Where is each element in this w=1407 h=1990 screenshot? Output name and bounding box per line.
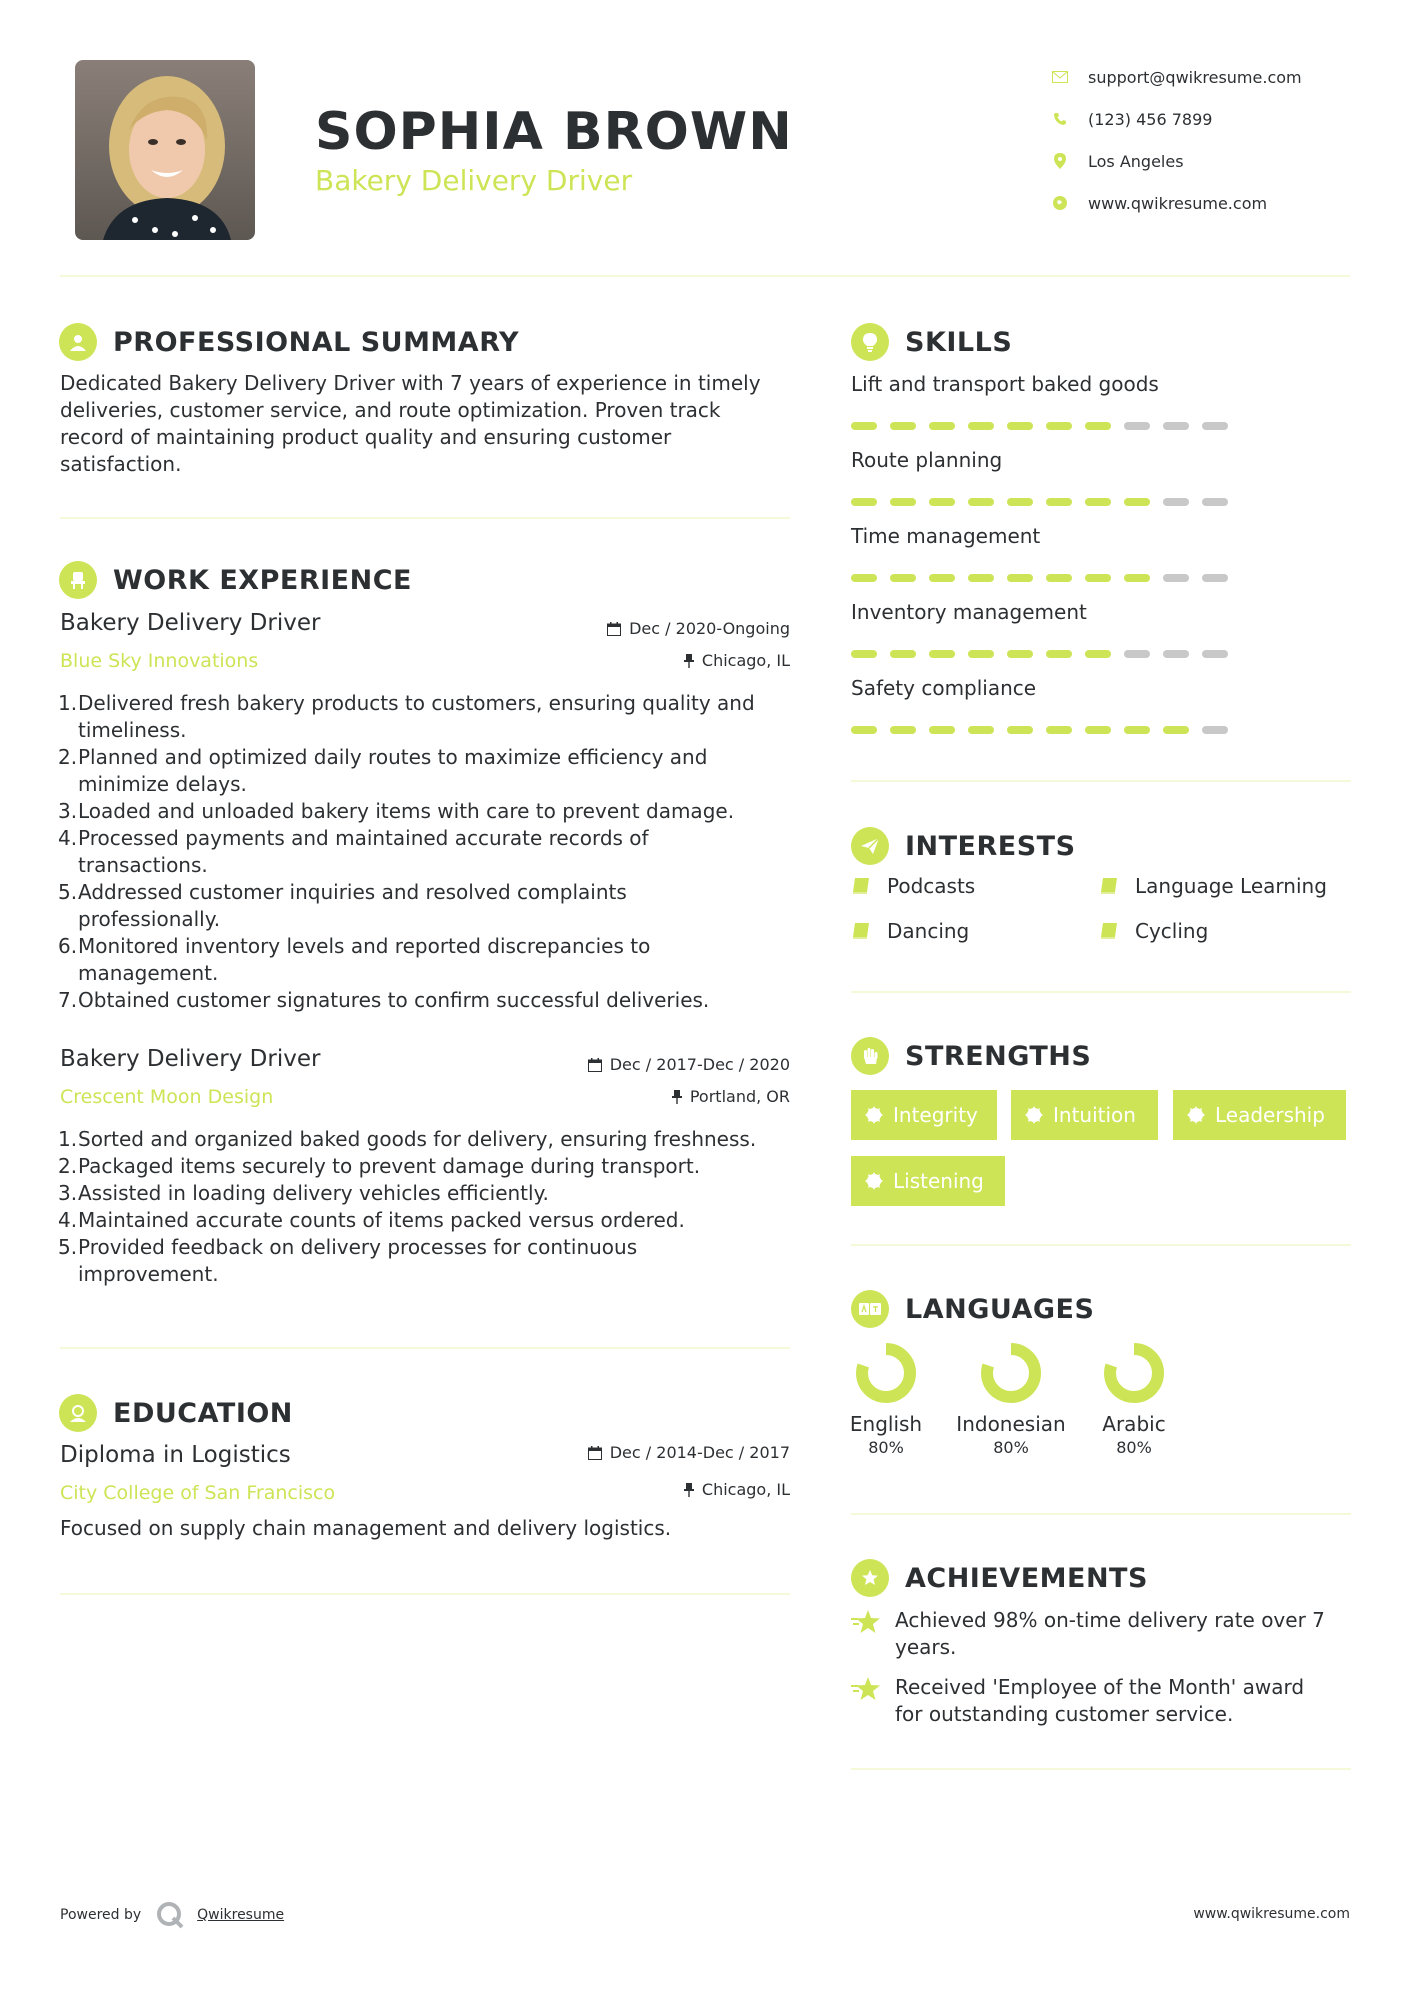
language-ring [1103, 1342, 1165, 1404]
job-dates [607, 619, 790, 638]
strength-label: Integrity [893, 1103, 978, 1127]
footer-website[interactable]: www.qwikresume.com [1193, 1906, 1350, 1922]
skill-level-dot [1202, 726, 1228, 734]
summary-divider [60, 517, 790, 519]
email-text[interactable]: support@qwikresume.com [1088, 67, 1302, 87]
location-text: Los Angeles [1088, 151, 1184, 171]
summary-line: record of maintaining product quality and ensuring customer [60, 425, 672, 449]
skill-level-dot [1046, 726, 1072, 734]
summary-header [59, 323, 519, 361]
skill-level-dot [1007, 726, 1033, 734]
achievement-line: years. [895, 1635, 957, 1659]
achievement-line: for outstanding customer service. [895, 1702, 1234, 1726]
skill-level-dot [1085, 422, 1111, 430]
skill-level-meter [851, 574, 1241, 582]
list-item [60, 879, 800, 933]
skill-level-dot [1046, 650, 1072, 658]
school-name: City College of San Francisco [60, 1482, 336, 1504]
candidate-name: SOPHIA BROWN [315, 102, 793, 162]
list-item [60, 1126, 800, 1153]
skill-level-dot [890, 726, 916, 734]
list-number: 2. [58, 1154, 78, 1178]
job-location [672, 1087, 790, 1106]
skill-level-dot [1163, 498, 1189, 506]
skill-level-dot [851, 726, 877, 734]
skill-label: Lift and transport baked goods [851, 372, 1159, 396]
strength-label: Listening [893, 1169, 984, 1193]
job-company: Blue Sky Innovations [60, 650, 259, 672]
job-responsibilities [60, 1126, 800, 1288]
list-line: Delivered fresh bakery products to customers, ensuring quality and [78, 691, 755, 715]
skill-level-dot [929, 650, 955, 658]
language-ring [855, 1342, 917, 1404]
envelope-icon [1050, 67, 1070, 87]
summary-line: satisfaction. [60, 452, 182, 476]
achievements-heading: ACHIEVEMENTS [905, 1562, 1148, 1594]
strength-chip [1173, 1090, 1346, 1140]
skill-level-dot [1007, 422, 1033, 430]
job-title: Bakery Delivery Driver [60, 610, 321, 636]
list-item [60, 987, 800, 1014]
list-line: Provided feedback on delivery processes for continuous [78, 1235, 638, 1259]
lightbulb-icon [851, 323, 889, 361]
list-line: timeliness. [78, 718, 187, 742]
interest-label: Cycling [1135, 919, 1209, 943]
summary-line: deliveries, customer service, and route optimization. Proven track [60, 398, 721, 422]
paper-plane-icon [851, 827, 889, 865]
list-item [60, 1234, 800, 1288]
book-icon [851, 922, 871, 940]
education-divider [60, 1593, 790, 1595]
list-number: 6. [58, 934, 78, 958]
language-item [1074, 1412, 1194, 1457]
summary-heading: PROFESSIONAL SUMMARY [113, 326, 520, 358]
interest-label: Podcasts [887, 874, 976, 898]
skill-level-dot [929, 422, 955, 430]
list-number: 5. [58, 1235, 78, 1259]
list-number: 4. [58, 1208, 78, 1232]
skill-label: Safety compliance [851, 676, 1037, 700]
list-number: 5. [58, 880, 78, 904]
skill-level-dot [968, 498, 994, 506]
skill-level-dot [1163, 574, 1189, 582]
translate-icon [851, 1290, 889, 1328]
list-number: 7. [58, 988, 78, 1012]
strength-label: Intuition [1053, 1103, 1136, 1127]
badge-icon [1187, 1106, 1205, 1124]
skill-level-dot [1163, 650, 1189, 658]
achievement-line: Achieved 98% on-time delivery rate over 7 [895, 1608, 1325, 1632]
skill-level-dot [1163, 726, 1189, 734]
qwikresume-link[interactable]: Qwikresume [197, 1907, 285, 1923]
education-dates [588, 1443, 790, 1462]
list-number: 4. [58, 826, 78, 850]
language-percent: 80% [1116, 1438, 1152, 1457]
star-icon [851, 1609, 883, 1635]
list-line: Addressed customer inquiries and resolved complaints [78, 880, 627, 904]
list-number: 3. [58, 1181, 78, 1205]
degree-title: Diploma in Logistics [60, 1442, 291, 1468]
skill-label: Time management [851, 524, 1041, 548]
badge-icon [1025, 1106, 1043, 1124]
job-location-text: Chicago, IL [701, 651, 790, 670]
list-line: minimize delays. [78, 772, 247, 796]
list-item [60, 798, 800, 825]
strengths-divider [851, 1244, 1351, 1246]
languages-header [851, 1290, 1094, 1328]
skill-level-dot [1124, 726, 1150, 734]
achievement-line: Received 'Employee of the Month' award [895, 1675, 1305, 1699]
skill-level-dot [929, 726, 955, 734]
skill-level-dot [1007, 650, 1033, 658]
skill-level-dot [1202, 574, 1228, 582]
skill-level-dot [1046, 498, 1072, 506]
interest-label: Dancing [887, 919, 970, 943]
language-name: Indonesian [956, 1412, 1066, 1436]
skill-level-dot [851, 650, 877, 658]
list-line: Sorted and organized baked goods for delivery, ensuring freshness. [78, 1127, 757, 1151]
candidate-title: Bakery Delivery Driver [315, 164, 633, 197]
job-location-text: Portland, OR [689, 1087, 790, 1106]
achievement-text [895, 1607, 1325, 1661]
skill-level-dot [1124, 650, 1150, 658]
language-item [951, 1412, 1071, 1457]
education-location [684, 1480, 790, 1499]
achievement-item [851, 1674, 1351, 1728]
graduate-icon [59, 1394, 97, 1432]
job-responsibilities [60, 690, 800, 1014]
calendar-icon [588, 1446, 602, 1460]
skill-level-dot [1124, 574, 1150, 582]
skill-level-meter [851, 422, 1241, 430]
interests-divider [851, 991, 1351, 993]
list-line: Packaged items securely to prevent damage during transport. [78, 1154, 701, 1178]
book-icon [851, 877, 871, 895]
star-icon [851, 1676, 883, 1702]
website-text[interactable]: www.qwikresume.com [1088, 193, 1268, 213]
skill-level-dot [1046, 574, 1072, 582]
list-line: management. [78, 961, 219, 985]
contact-location [1050, 140, 1370, 182]
strength-chip [851, 1156, 1005, 1206]
education-location-text: Chicago, IL [701, 1480, 790, 1499]
list-line: Monitored inventory levels and reported discrepancies to [78, 934, 651, 958]
calendar-icon [588, 1058, 602, 1072]
skill-label: Inventory management [851, 600, 1087, 624]
badge-icon [865, 1172, 883, 1190]
skill-label: Route planning [851, 448, 1003, 472]
skill-level-dot [968, 422, 994, 430]
job-title: Bakery Delivery Driver [60, 1046, 321, 1072]
list-line: Maintained accurate counts of items packed versus ordered. [78, 1208, 685, 1232]
summary-line: Dedicated Bakery Delivery Driver with 7 years of experience in timely [60, 371, 761, 395]
skill-level-meter [851, 498, 1241, 506]
language-name: English [849, 1412, 923, 1436]
languages-divider [851, 1513, 1351, 1515]
skill-level-meter [851, 650, 1241, 658]
skill-level-dot [1124, 498, 1150, 506]
achievement-item [851, 1607, 1351, 1661]
language-percent: 80% [868, 1438, 904, 1457]
skill-level-dot [1085, 574, 1111, 582]
experience-header [59, 561, 412, 599]
interest-item [851, 874, 975, 898]
list-line: Assisted in loading delivery vehicles efficiently. [78, 1181, 549, 1205]
pushpin-icon [672, 1090, 682, 1104]
list-item [60, 825, 800, 879]
list-number: 1. [58, 1127, 78, 1151]
chair-icon [59, 561, 97, 599]
education-heading: EDUCATION [113, 1397, 293, 1429]
list-number: 2. [58, 745, 78, 769]
skill-level-dot [1085, 650, 1111, 658]
job-dates [588, 1055, 790, 1074]
job-dates-text: Dec / 2020-Ongoing [629, 619, 790, 638]
contact-website [1050, 182, 1370, 224]
education-description: Focused on supply chain management and delivery logistics. [60, 1516, 672, 1540]
powered-by-label: Powered by [60, 1907, 142, 1923]
skill-level-dot [851, 498, 877, 506]
header-divider [60, 275, 1350, 277]
skill-level-dot [1046, 422, 1072, 430]
strength-chip [1011, 1090, 1158, 1140]
calendar-icon [607, 622, 621, 636]
contact-block [1050, 56, 1370, 224]
skill-level-dot [890, 574, 916, 582]
badge-icon [865, 1106, 883, 1124]
qwikresume-logo-icon [155, 1900, 185, 1930]
hand-icon [851, 1037, 889, 1075]
pushpin-icon [684, 1483, 694, 1497]
list-line: Planned and optimized daily routes to maximize efficiency and [78, 745, 708, 769]
profile-photo [75, 60, 255, 240]
skill-level-dot [1202, 650, 1228, 658]
language-name: Arabic [1102, 1412, 1166, 1436]
job-dates-text: Dec / 2017-Dec / 2020 [609, 1055, 790, 1074]
book-icon [1099, 877, 1119, 895]
skill-level-dot [968, 650, 994, 658]
skill-level-dot [1007, 498, 1033, 506]
list-item [60, 1207, 800, 1234]
achievements-header [851, 1559, 1148, 1597]
contact-email [1050, 56, 1370, 98]
strength-label: Leadership [1215, 1103, 1325, 1127]
footer-powered [60, 1900, 284, 1930]
contact-phone [1050, 98, 1370, 140]
skill-level-dot [851, 574, 877, 582]
skill-level-dot [929, 574, 955, 582]
list-line: Loaded and unloaded bakery items with care to prevent damage. [78, 799, 735, 823]
skill-level-dot [1085, 726, 1111, 734]
interest-item [1099, 874, 1327, 898]
list-line: Obtained customer signatures to confirm successful deliveries. [78, 988, 710, 1012]
achievement-text [895, 1674, 1304, 1728]
skills-heading: SKILLS [905, 326, 1013, 358]
list-line: transactions. [78, 853, 208, 877]
languages-heading: LANGUAGES [905, 1293, 1095, 1325]
skill-level-dot [890, 498, 916, 506]
skills-divider [851, 780, 1351, 782]
list-line: improvement. [78, 1262, 219, 1286]
map-pin-icon [1050, 151, 1070, 171]
skill-level-dot [1085, 498, 1111, 506]
skill-level-dot [968, 574, 994, 582]
interests-header [851, 827, 1076, 865]
user-icon [59, 323, 97, 361]
skill-level-dot [1124, 422, 1150, 430]
pushpin-icon [684, 654, 694, 668]
achievements-divider [851, 1768, 1351, 1770]
list-item [60, 690, 800, 744]
interest-label: Language Learning [1135, 874, 1327, 898]
list-line: Processed payments and maintained accurate records of [78, 826, 649, 850]
strengths-header [851, 1037, 1091, 1075]
skill-level-dot [851, 422, 877, 430]
list-item [60, 933, 800, 987]
language-item [826, 1412, 946, 1457]
phone-icon [1050, 109, 1070, 129]
list-number: 3. [58, 799, 78, 823]
list-item [60, 1153, 800, 1180]
strengths-heading: STRENGTHS [905, 1040, 1092, 1072]
list-line: professionally. [78, 907, 221, 931]
summary-text [60, 370, 800, 478]
education-header [59, 1394, 293, 1432]
job-company: Crescent Moon Design [60, 1086, 274, 1108]
language-percent: 80% [993, 1438, 1029, 1457]
skill-level-dot [1202, 422, 1228, 430]
skill-level-meter [851, 726, 1241, 734]
skill-level-dot [890, 650, 916, 658]
star-badge-icon [851, 1559, 889, 1597]
skill-level-dot [1163, 422, 1189, 430]
interest-item [851, 919, 969, 943]
experience-heading: WORK EXPERIENCE [113, 564, 412, 596]
list-item [60, 744, 800, 798]
experience-divider [60, 1347, 790, 1349]
skills-header [851, 323, 1012, 361]
globe-icon [1050, 193, 1070, 213]
education-dates-text: Dec / 2014-Dec / 2017 [609, 1443, 790, 1462]
skill-level-dot [1202, 498, 1228, 506]
phone-text: (123) 456 7899 [1088, 109, 1213, 129]
job-location [684, 651, 790, 670]
interest-item [1099, 919, 1208, 943]
skill-level-dot [1007, 574, 1033, 582]
strength-chip [851, 1090, 997, 1140]
skill-level-dot [968, 726, 994, 734]
list-number: 1. [58, 691, 78, 715]
skill-level-dot [929, 498, 955, 506]
skill-level-dot [890, 422, 916, 430]
book-icon [1099, 922, 1119, 940]
interests-heading: INTERESTS [905, 830, 1076, 862]
language-ring [980, 1342, 1042, 1404]
list-item [60, 1180, 800, 1207]
